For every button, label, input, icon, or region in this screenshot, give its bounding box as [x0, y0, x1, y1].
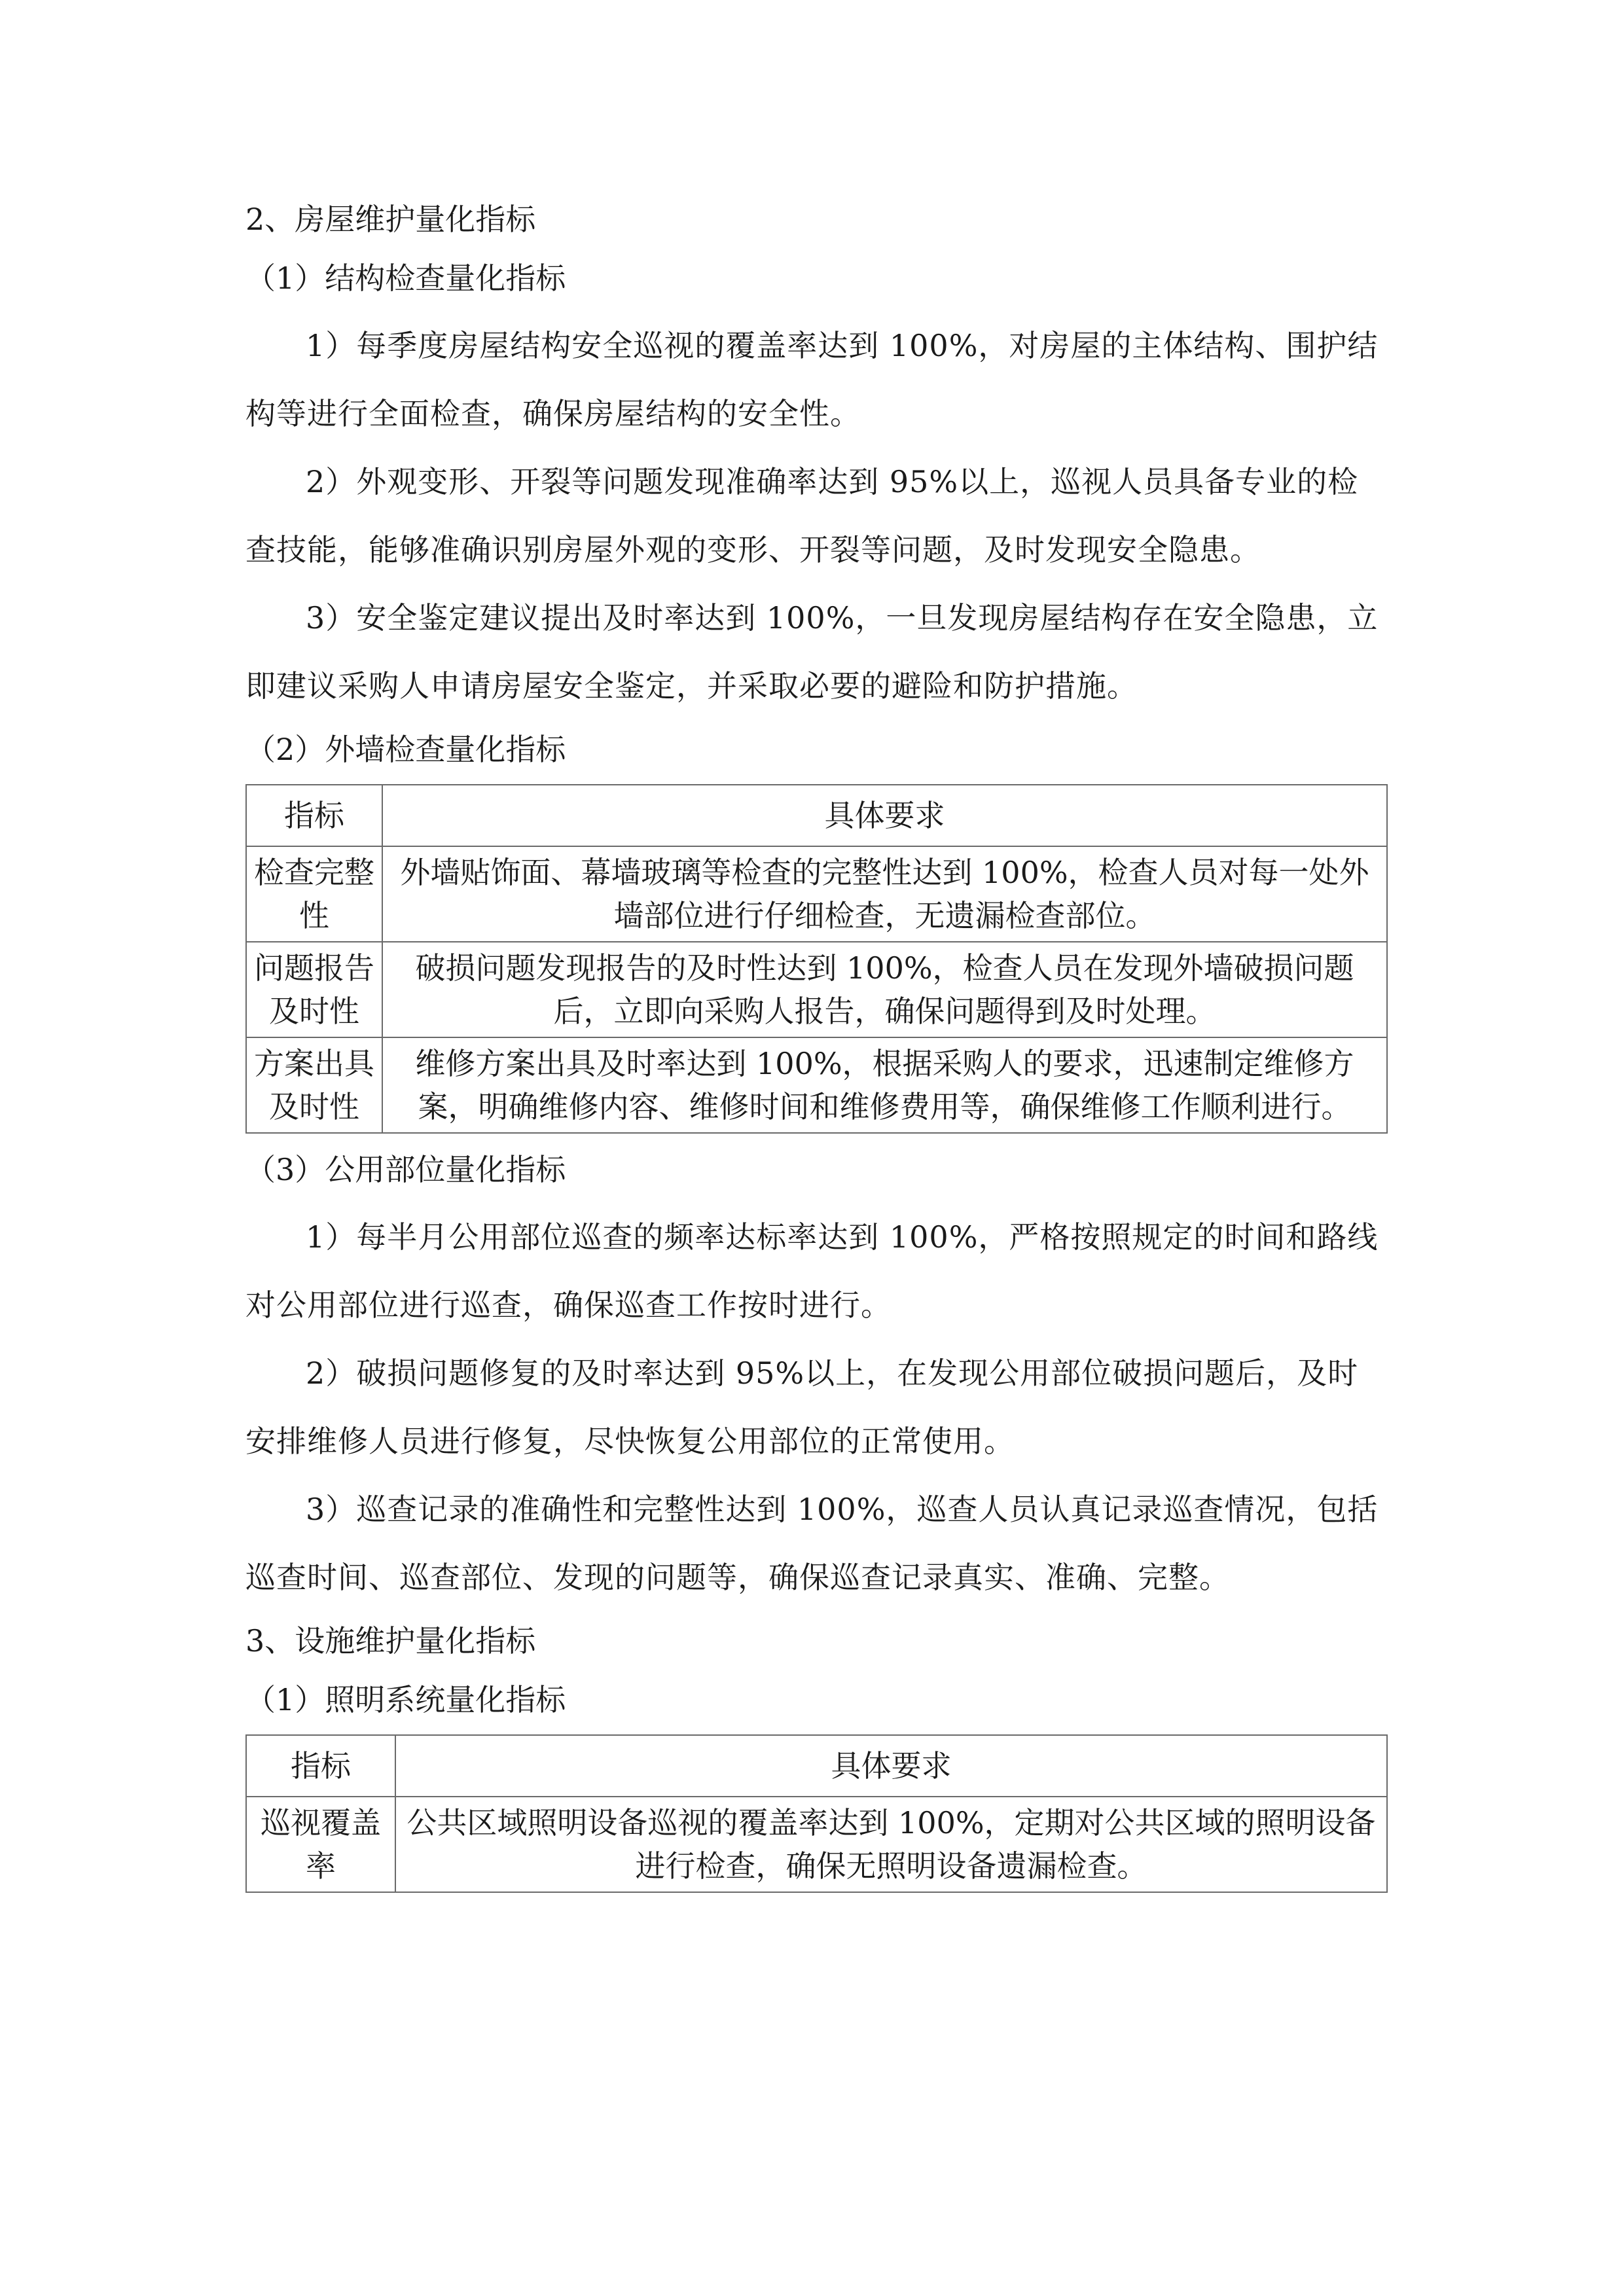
table-cell-requirement: 维修方案出具及时率达到 100%，根据采购人的要求，迅速制定维修方案，明确维修内容、维修时间和维修费用等，确保维修工作顺利进行。 [382, 1037, 1387, 1133]
section-2-2-title: （2）外墙检查量化指标 [245, 732, 566, 767]
table-row [246, 846, 1387, 942]
document-page [245, 190, 1388, 1899]
table-row [246, 1797, 1387, 1892]
lighting-table [245, 1734, 1388, 1893]
structure-item-1: 1）每季度房屋结构安全巡视的覆盖率达到 100%，对房屋的主体结构、围护结构等进行全面检查，确保房屋结构的安全性。 [245, 328, 1379, 431]
table-header-indicator: 指标 [246, 785, 382, 846]
exterior-wall-table [245, 784, 1388, 1134]
table-cell-requirement: 破损问题发现报告的及时性达到 100%，检查人员在发现外墙破损问题后，立即向采购人报告，确保问题得到及时处理。 [382, 942, 1387, 1037]
public-area-item-3: 3）巡查记录的准确性和完整性达到 100%，巡查人员认真记录巡查情况，包括巡查时间、巡查部位、发现的问题等，确保巡查记录真实、准确、完整。 [245, 1492, 1379, 1595]
table-cell-indicator: 巡视覆盖率 [246, 1797, 395, 1892]
table-cell-indicator: 方案出具及时性 [246, 1037, 382, 1133]
table-cell-indicator: 问题报告及时性 [246, 942, 382, 1037]
table-header-row [246, 785, 1387, 846]
table-header-indicator: 指标 [246, 1735, 395, 1797]
section-2-1-title: （1）结构检查量化指标 [245, 260, 566, 296]
table-cell-indicator: 检查完整性 [246, 846, 382, 942]
section-2-3-title: （3）公用部位量化指标 [245, 1152, 566, 1187]
public-area-item-2: 2）破损问题修复的及时率达到 95%以上，在发现公用部位破损问题后，及时安排维修人员进行修复，尽快恢复公用部位的正常使用。 [245, 1355, 1359, 1459]
section-3-1-title: （1）照明系统量化指标 [245, 1682, 566, 1717]
structure-item-2: 2）外观变形、开裂等问题发现准确率达到 95%以上，巡视人员具备专业的检查技能，能够准确识别房屋外观的变形、开裂等问题，及时发现安全隐患。 [245, 464, 1359, 567]
table-header-requirement: 具体要求 [382, 785, 1387, 846]
public-area-item-1: 1）每半月公用部位巡查的频率达标率达到 100%，严格按照规定的时间和路线对公用部位进行巡查，确保巡查工作按时进行。 [245, 1219, 1379, 1323]
table-row [246, 942, 1387, 1037]
table-header-row [246, 1735, 1387, 1797]
structure-item-3: 3）安全鉴定建议提出及时率达到 100%，一旦发现房屋结构存在安全隐患，立即建议采购人申请房屋安全鉴定，并采取必要的避险和防护措施。 [245, 600, 1379, 704]
table-cell-requirement: 外墙贴饰面、幕墙玻璃等检查的完整性达到 100%，检查人员对每一处外墙部位进行仔细检查，无遗漏检查部位。 [382, 846, 1387, 942]
table-row [246, 1037, 1387, 1133]
section-2-title: 2、房屋维护量化指标 [245, 202, 536, 237]
table-cell-requirement: 公共区域照明设备巡视的覆盖率达到 100%，定期对公共区域的照明设备进行检查，确保无照明设备遗漏检查。 [395, 1797, 1387, 1892]
section-3-title: 3、设施维护量化指标 [245, 1623, 536, 1659]
table-header-requirement: 具体要求 [395, 1735, 1387, 1797]
